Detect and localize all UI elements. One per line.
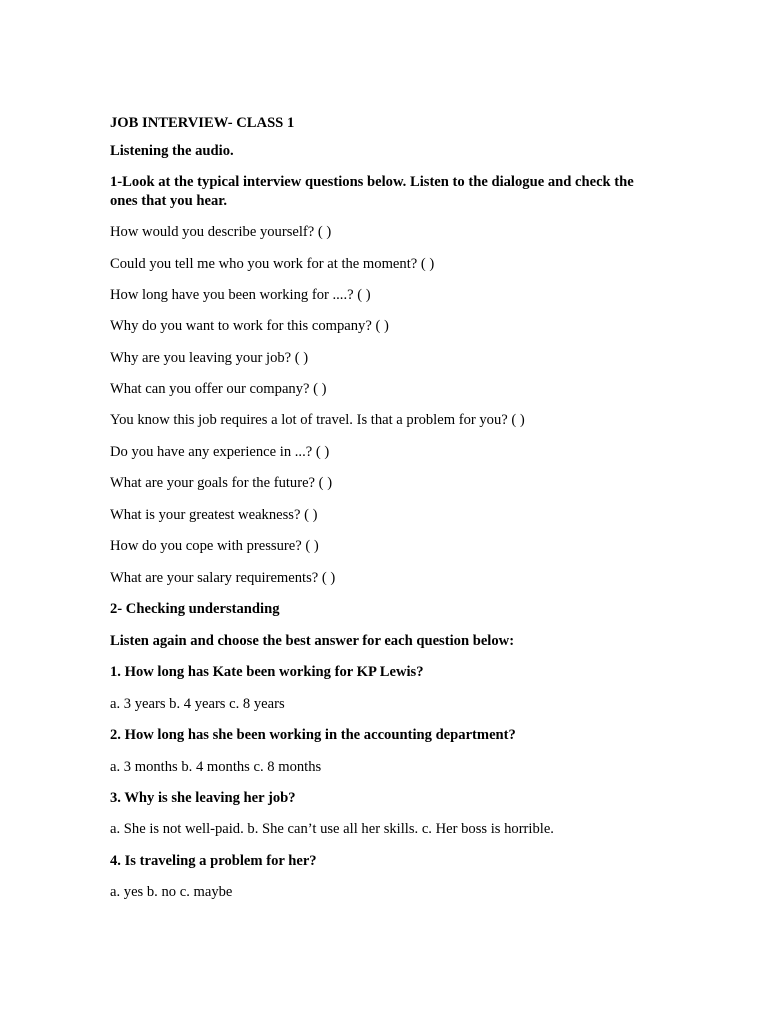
- question-line: Do you have any experience in ...? ( ): [110, 444, 330, 460]
- comprehension-question: 3. Why is she leaving her job?: [110, 790, 296, 806]
- section2-instruction: Listen again and choose the best answer for each question below:: [110, 633, 515, 649]
- question-line: You know this job requires a lot of travel. Is that a problem for you? ( ): [110, 412, 525, 428]
- answer-options: a. 3 years b. 4 years c. 8 years: [110, 696, 285, 712]
- question-line: How long have you been working for ....? ( ): [110, 287, 371, 303]
- question-line: How would you describe yourself? ( ): [110, 224, 332, 240]
- section2-heading: 2- Checking understanding: [110, 601, 280, 617]
- document-title: JOB INTERVIEW- CLASS 1: [110, 115, 295, 131]
- question-line: What are your goals for the future? ( ): [110, 475, 333, 491]
- question-line: Why do you want to work for this company? ( ): [110, 318, 389, 334]
- question-line: How do you cope with pressure? ( ): [110, 538, 319, 554]
- answer-options: a. She is not well-paid. b. She can’t use all her skills. c. Her boss is horrible.: [110, 821, 554, 837]
- document-subtitle: Listening the audio.: [110, 143, 234, 159]
- comprehension-question: 4. Is traveling a problem for her?: [110, 853, 317, 869]
- section1-instruction: 1-Look at the typical interview questions below. Listen to the dialogue and check the ones that you hear.: [110, 174, 634, 209]
- question-line: What is your greatest weakness? ( ): [110, 507, 318, 523]
- comprehension-question: 2. How long has she been working in the accounting department?: [110, 727, 516, 743]
- question-line: What can you offer our company? ( ): [110, 381, 327, 397]
- answer-options: a. 3 months b. 4 months c. 8 months: [110, 759, 322, 775]
- comprehension-question: 1. How long has Kate been working for KP Lewis?: [110, 664, 424, 680]
- question-line: Why are you leaving your job? ( ): [110, 350, 309, 366]
- question-line: What are your salary requirements? ( ): [110, 570, 336, 586]
- question-line: Could you tell me who you work for at the moment? ( ): [110, 256, 435, 272]
- answer-options: a. yes b. no c. maybe: [110, 884, 233, 900]
